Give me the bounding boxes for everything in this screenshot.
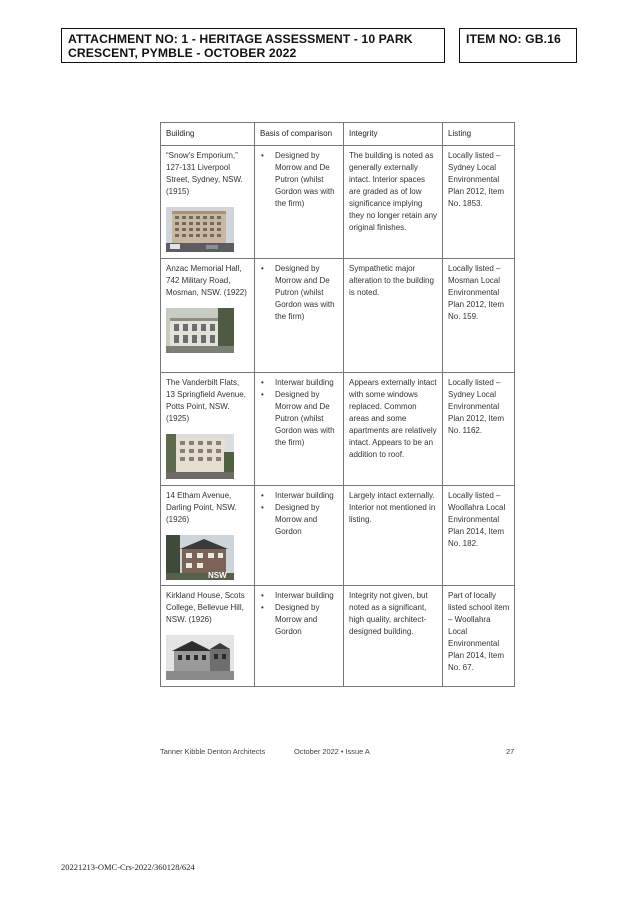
footer-issue: Issue A — [345, 747, 370, 756]
footer-date-issue — [294, 747, 370, 756]
integrity-cell: The building is noted as generally externally intact. Interior spaces are graded as of low significance implying they no longer retain any original finishes. — [344, 146, 443, 259]
building-photo — [166, 535, 234, 580]
listing-cell: Locally listed – Mosman Local Environmental Plan 2012, Item No. 159. — [443, 259, 515, 373]
footer-separator: • — [340, 747, 344, 756]
list-item: • Designed by Morrow and De Putron (whilst Gordon was with the firm) — [260, 263, 339, 323]
building-cell — [161, 586, 255, 687]
list-item: • Designed by Morrow and Gordon — [260, 602, 339, 638]
basis-cell — [255, 259, 344, 373]
integrity-cell: Largely intact externally. Interior not mentioned in listing. — [344, 486, 443, 586]
listing-cell: Locally listed – Woollahra Local Environmental Plan 2014, Item No. 182. — [443, 486, 515, 586]
building-photo — [166, 635, 234, 680]
photo-caption: NSW — [208, 571, 227, 580]
table-row — [161, 259, 515, 373]
list-item: • Interwar building — [260, 377, 339, 389]
building-name: 14 Etham Avenue, Darling Point, NSW. (1926) — [166, 491, 237, 524]
item-number: ITEM NO: GB.16 — [466, 32, 561, 46]
listing-cell: Locally listed – Sydney Local Environmental Plan 2012, Item No. 1853. — [443, 146, 515, 259]
table-row — [161, 486, 515, 586]
table-row — [161, 373, 515, 486]
list-item: • Interwar building — [260, 490, 339, 502]
item-number-box — [459, 28, 577, 63]
basis-cell — [255, 373, 344, 486]
column-header-integrity: Integrity — [344, 123, 443, 146]
listing-cell: Part of locally listed school item – Woollahra Local Environmental Plan 2014, Item No. 67. — [443, 586, 515, 687]
integrity-cell: Appears externally intact with some windows replaced. Common areas and some apartments are relatively intact. Appears to be an addition to roof. — [344, 373, 443, 486]
building-name: Kirkland House, Scots College, Bellevue Hill, NSW. (1926) — [166, 591, 245, 624]
document-reference: 20221213-OMC-Crs-2022/360128/624 — [61, 862, 195, 872]
column-header-basis: Basis of comparison — [255, 123, 344, 146]
column-header-building: Building — [161, 123, 255, 146]
list-item: • Designed by Morrow and De Putron (whilst Gordon was with the firm) — [260, 150, 339, 210]
building-photo — [166, 434, 234, 479]
comparison-table — [160, 122, 515, 687]
footer-date: October 2022 — [294, 747, 339, 756]
list-item: • Designed by Morrow and De Putron (whilst Gordon was with the firm) — [260, 389, 339, 449]
building-cell — [161, 146, 255, 259]
building-photo — [166, 308, 234, 353]
table-row — [161, 146, 515, 259]
list-item: • Designed by Morrow and Gordon — [260, 502, 339, 538]
listing-cell: Locally listed – Sydney Local Environmental Plan 2012, Item No. 1162. — [443, 373, 515, 486]
building-name: The Vanderbilt Flats, 13 Springfield Avenue, Potts Point, NSW. (1925) — [166, 378, 246, 423]
building-cell — [161, 259, 255, 373]
list-item: • Interwar building — [260, 590, 339, 602]
page-number: 27 — [506, 747, 515, 756]
column-header-listing: Listing — [443, 123, 515, 146]
building-photo — [166, 207, 234, 252]
attachment-title: ATTACHMENT NO: 1 - HERITAGE ASSESSMENT - 10 PARK CRESCENT, PYMBLE - OCTOBER 2022 — [68, 32, 413, 60]
building-cell — [161, 486, 255, 586]
attachment-title-box — [61, 28, 445, 63]
table-row — [161, 586, 515, 687]
basis-cell — [255, 586, 344, 687]
building-name: Anzac Memorial Hall, 742 Military Road, Mosman, NSW. (1922) — [166, 264, 247, 297]
integrity-cell: Sympathetic major alteration to the building is noted. — [344, 259, 443, 373]
table-header-row — [161, 123, 515, 146]
basis-cell — [255, 146, 344, 259]
footer-firm: Tanner Kibble Denton Architects — [160, 747, 266, 756]
basis-cell — [255, 486, 344, 586]
integrity-cell: Integrity not given, but noted as a significant, high quality, architect-designed building. — [344, 586, 443, 687]
building-name: “Snow's Emporium,” 127-131 Liverpool Street, Sydney, NSW. (1915) — [166, 151, 243, 196]
building-cell — [161, 373, 255, 486]
